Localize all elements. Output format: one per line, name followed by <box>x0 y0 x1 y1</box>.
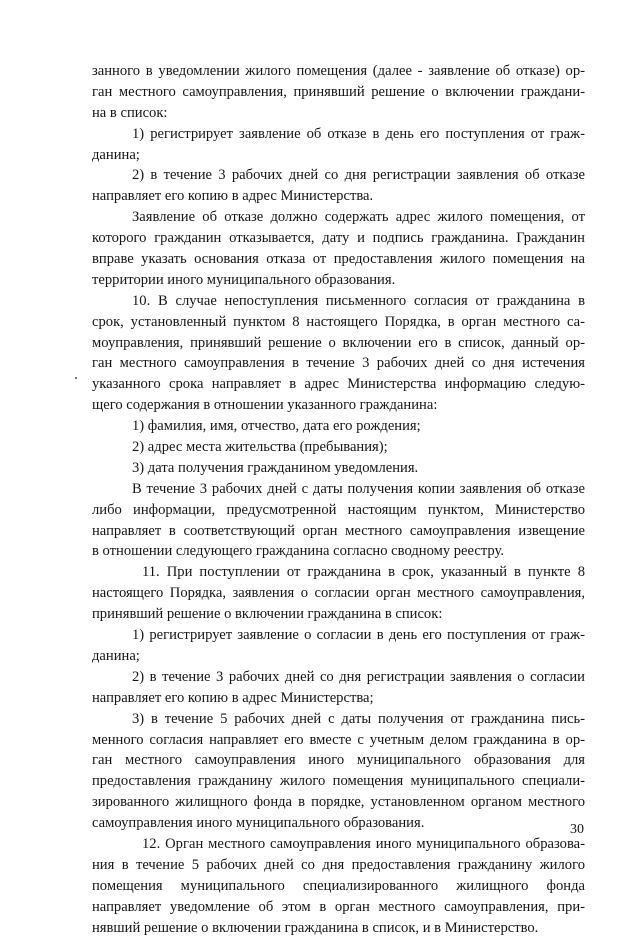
text-line: моуправления, принявший решение о включении его в список, данный ор- <box>92 334 585 351</box>
text-line: направляет в соответствующий орган местного самоуправления извещение <box>92 522 585 539</box>
text-line: менного согласия направляет его вместе с учетным делом гражданина в ор- <box>92 731 585 748</box>
text-line: либо информации, предусмотренной настоящим пунктом, Министерство <box>92 501 585 518</box>
text-line: вправе указать основания отказа от предоставления жилого помещения на <box>92 251 585 268</box>
text-line: щего содержания в отношении указанного гражданина: <box>92 397 438 414</box>
text-line: принявший решение о включении гражданина в список: <box>92 606 443 623</box>
text-line: 2) в течение 3 рабочих дней со дня регистрации заявления об отказе <box>132 167 585 184</box>
text-line: территории иного муниципального образования. <box>92 271 396 288</box>
page-number: 30 <box>570 822 584 837</box>
text-line: направляет уведомление об этом в орган местного самоуправления, при- <box>92 898 585 915</box>
text-line: 3) в течение 5 рабочих дней с даты получения от гражданина пись- <box>132 710 585 727</box>
text-line: 2) в течение 3 рабочих дней со дня регистрации заявления о согласии <box>132 668 585 685</box>
text-line: В течение 3 рабочих дней с даты получения копии заявления об отказе <box>132 480 585 497</box>
text-line: 1) фамилия, имя, отчество, дата его рождения; <box>132 418 421 435</box>
text-line: ган местного самоуправления, принявший решение о включении граждани- <box>92 83 585 100</box>
text-line: Заявление об отказе должно содержать адрес жилого помещения, от <box>132 209 585 226</box>
text-line: 1) регистрирует заявление о согласии в день его поступления от граж- <box>132 627 585 644</box>
text-line: на в список: <box>92 104 168 121</box>
text-line: срок, установленный пунктом 8 настоящего Порядка, в орган местного са- <box>92 313 585 330</box>
text-line: которого гражданин отказывается, дату и подпись гражданина. Гражданин <box>92 230 585 247</box>
text-line: 12. Орган местного самоуправления иного муниципального образова- <box>142 835 585 852</box>
text-line: помещения муниципального специализированного жилищного фонда <box>92 877 585 894</box>
text-line: ган местного самоуправления в течение 3 рабочих дней со дня истечения <box>92 355 585 372</box>
text-line: настоящего Порядка, заявления о согласии орган местного самоуправления, <box>92 585 585 602</box>
text-line: занного в уведомлении жилого помещения (далее - заявление об отказе) ор- <box>92 63 585 79</box>
text-line: данина; <box>92 146 140 163</box>
text-line: в отношении следующего гражданина согласно сводному реестру. <box>92 543 505 560</box>
text-line: 11. При поступлении от гражданина в срок, указанный в пункте 8 <box>142 564 585 581</box>
text-line: ния в течение 5 рабочих дней со дня предоставления гражданину жилого <box>92 856 585 873</box>
text-line: 3) дата получения гражданином уведомления. <box>132 459 419 476</box>
scan-speck <box>75 377 77 379</box>
text-line: зированного жилищного фонда в порядке, установленном органом местного <box>92 794 585 811</box>
text-line: предоставления гражданину жилого помещения муниципального специали- <box>92 773 585 790</box>
text-line: ган местного самоуправления иного муниципального образования для <box>92 752 585 769</box>
text-line: нявший решение о включении гражданина в список, и в Министерство. <box>92 919 539 936</box>
text-line: 2) адрес места жительства (пребывания); <box>132 439 388 456</box>
text-line: направляет его копию в адрес Министерства; <box>92 689 374 706</box>
body-text <box>92 61 585 938</box>
text-line: данина; <box>92 647 140 664</box>
text-line: 1) регистрирует заявление об отказе в день его поступления от граж- <box>132 125 585 142</box>
text-line: направляет его копию в адрес Министерства. <box>92 188 374 205</box>
text-line: самоуправления иного муниципального образования. <box>92 815 425 832</box>
text-line: указанного срока направляет в адрес Министерства информацию следую- <box>92 376 585 393</box>
text-line: 10. В случае непоступления письменного согласия от гражданина в <box>132 292 585 309</box>
